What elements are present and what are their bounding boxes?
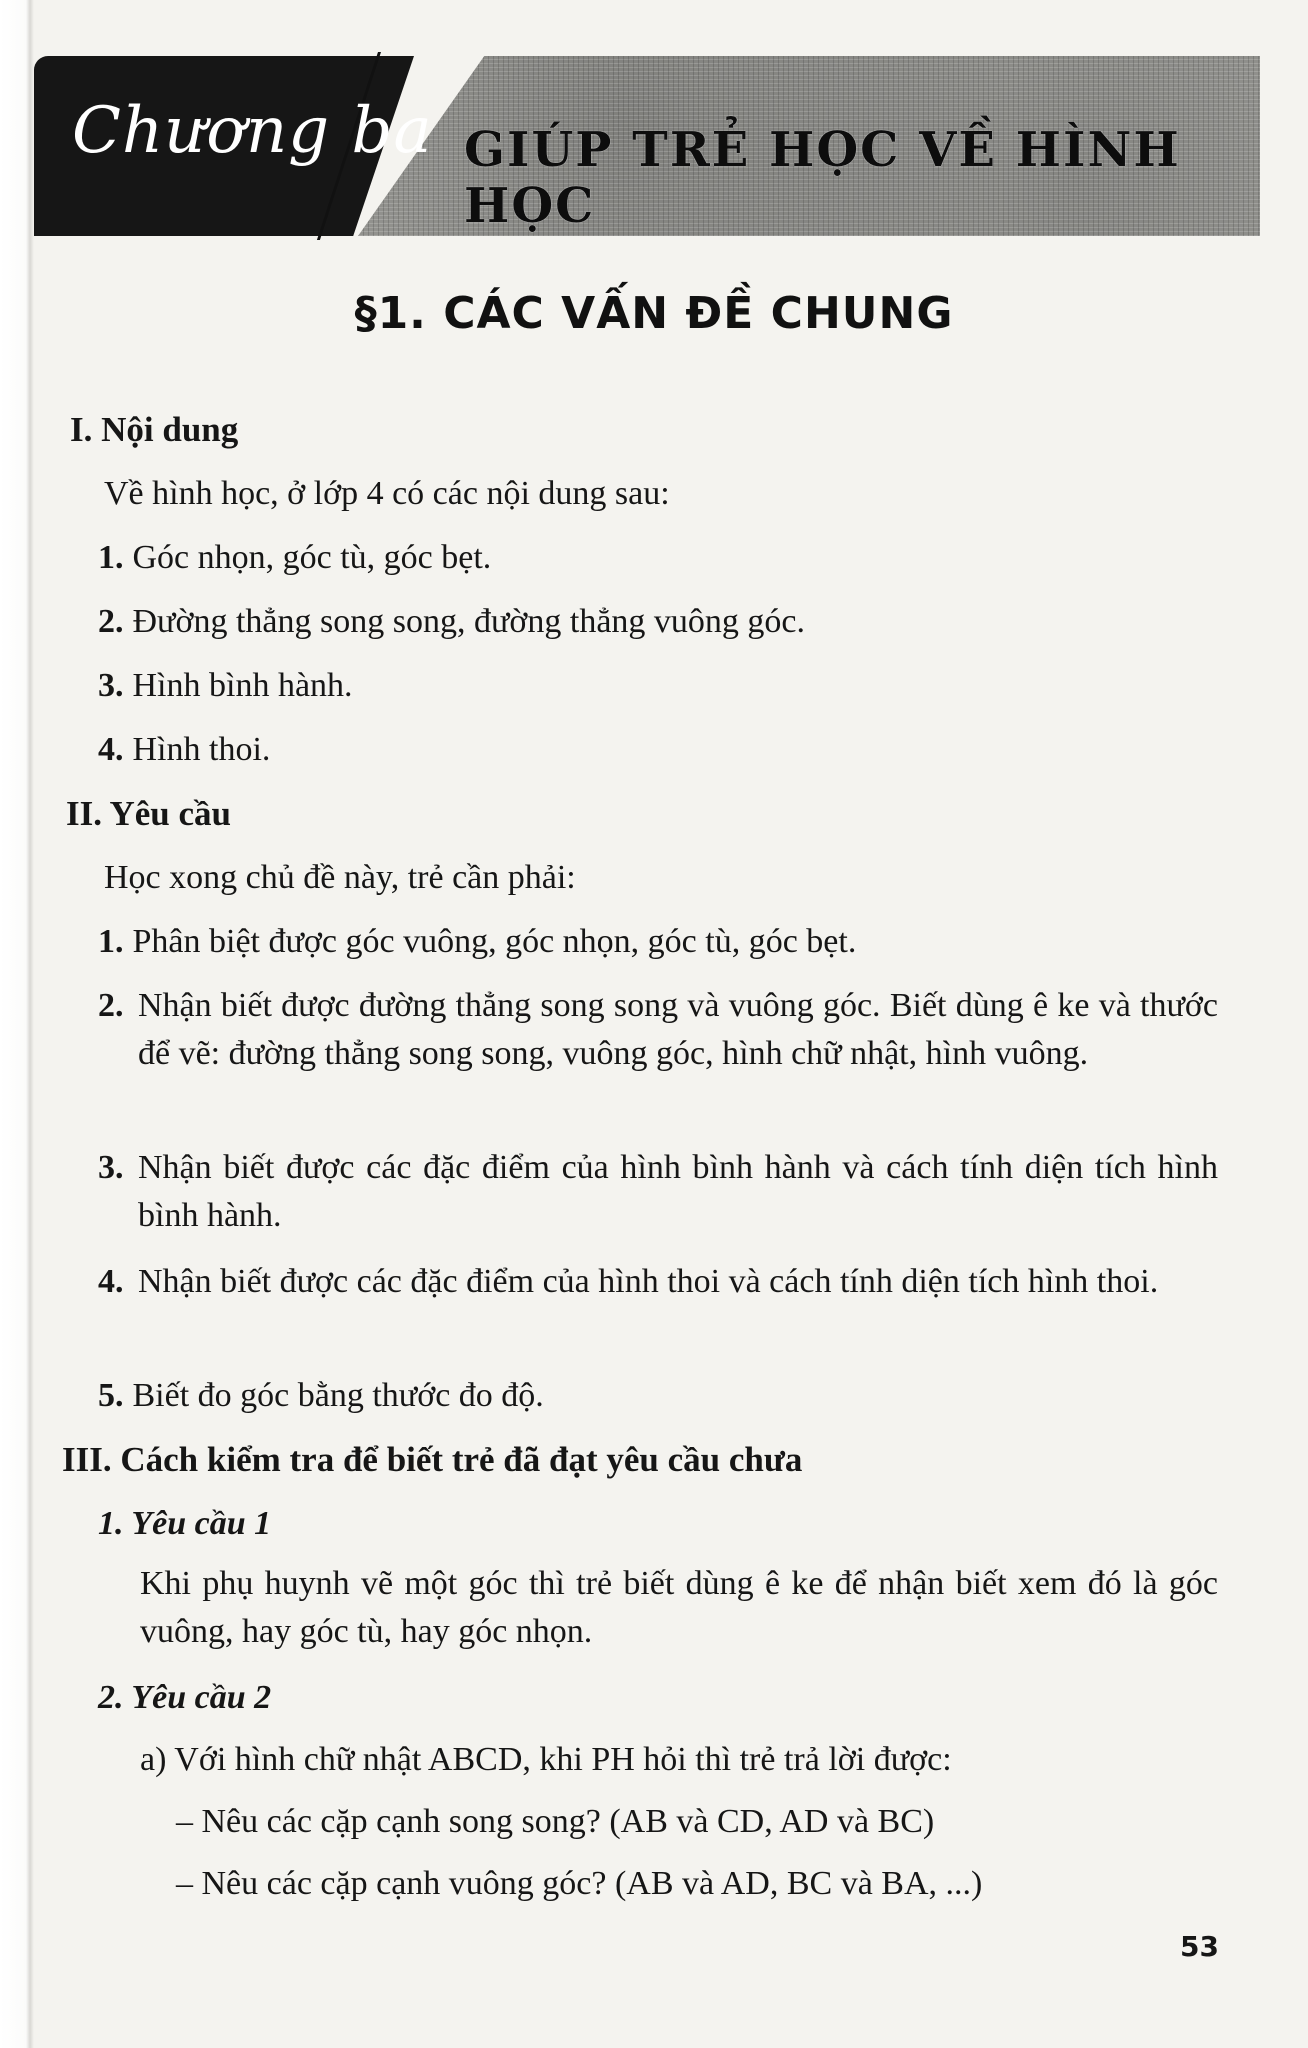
list-item (98, 1258, 1218, 1306)
item-number: 3. (98, 1149, 124, 1186)
item-text: Góc nhọn, góc tù, góc bẹt. (132, 539, 492, 576)
list-item (98, 918, 856, 966)
part1-intro: Về hình học, ở lớp 4 có các nội dung sau: (104, 475, 670, 512)
list-item (98, 726, 270, 774)
list-item (98, 1372, 544, 1420)
item-text: Phân biệt được góc vuông, góc nhọn, góc tù, góc bẹt. (132, 923, 857, 960)
list-item (98, 598, 805, 646)
item-text: Hình bình hành. (132, 667, 353, 704)
item-text: Nhận biết được đường thẳng song song và vuông góc. Biết dùng ê ke và thước để vẽ: đường thẳng song song, vuông góc, hình chữ nhật, hình vuông. (138, 987, 1218, 1072)
req2-heading: 2. Yêu cầu 2 (98, 1679, 272, 1716)
req2-question-2: – Nêu các cặp cạnh vuông góc? (AB và AD, BC và BA, ...) (176, 1865, 983, 1902)
list-item (98, 534, 491, 582)
section-title: §1. CÁC VẤN ĐỀ CHUNG (354, 288, 954, 339)
part2-heading: II. Yêu cầu (66, 794, 231, 833)
req1-text: Khi phụ huynh vẽ một góc thì trẻ biết dùng ê ke để nhận biết xem đó là góc vuông, hay góc tù, hay góc nhọn. (140, 1565, 1218, 1650)
req1-heading: 1. Yêu cầu 1 (98, 1505, 272, 1542)
item-number: 1. (98, 539, 124, 576)
item-number: 2. (98, 603, 124, 640)
part3-heading: III. Cách kiểm tra để biết trẻ đã đạt yêu cầu chưa (62, 1440, 803, 1479)
part1-heading: I. Nội dung (70, 410, 239, 449)
item-number: 4. (98, 731, 124, 768)
item-number: 2. (98, 987, 124, 1024)
item-number: 4. (98, 1263, 124, 1300)
item-text: Nhận biết được các đặc điểm của hình bình hành và cách tính diện tích hình bình hành. (138, 1149, 1218, 1234)
chapter-label: Chương ba (72, 94, 433, 168)
item-text: Đường thẳng song song, đường thẳng vuông góc. (132, 603, 805, 640)
item-number: 1. (98, 923, 124, 960)
list-item (98, 662, 353, 710)
list-item (98, 1144, 1218, 1240)
item-text: Nhận biết được các đặc điểm của hình thoi và cách tính diện tích hình thoi. (138, 1263, 1159, 1300)
chapter-banner (34, 56, 1260, 236)
page-number: 53 (1180, 1930, 1219, 1963)
item-text: Biết đo góc bằng thước đo độ. (132, 1377, 544, 1414)
req2-a: a) Với hình chữ nhật ABCD, khi PH hỏi thì trẻ trả lời được: (140, 1741, 952, 1778)
req2-question-1: – Nêu các cặp cạnh song song? (AB và CD, AD và BC) (176, 1803, 935, 1840)
item-text: Hình thoi. (132, 731, 271, 768)
list-item (98, 982, 1218, 1078)
item-number: 5. (98, 1377, 124, 1414)
item-number: 3. (98, 667, 124, 704)
part2-intro: Học xong chủ đề này, trẻ cần phải: (104, 859, 576, 896)
chapter-title: GIÚP TRẺ HỌC VỀ HÌNH HỌC (464, 122, 1181, 234)
